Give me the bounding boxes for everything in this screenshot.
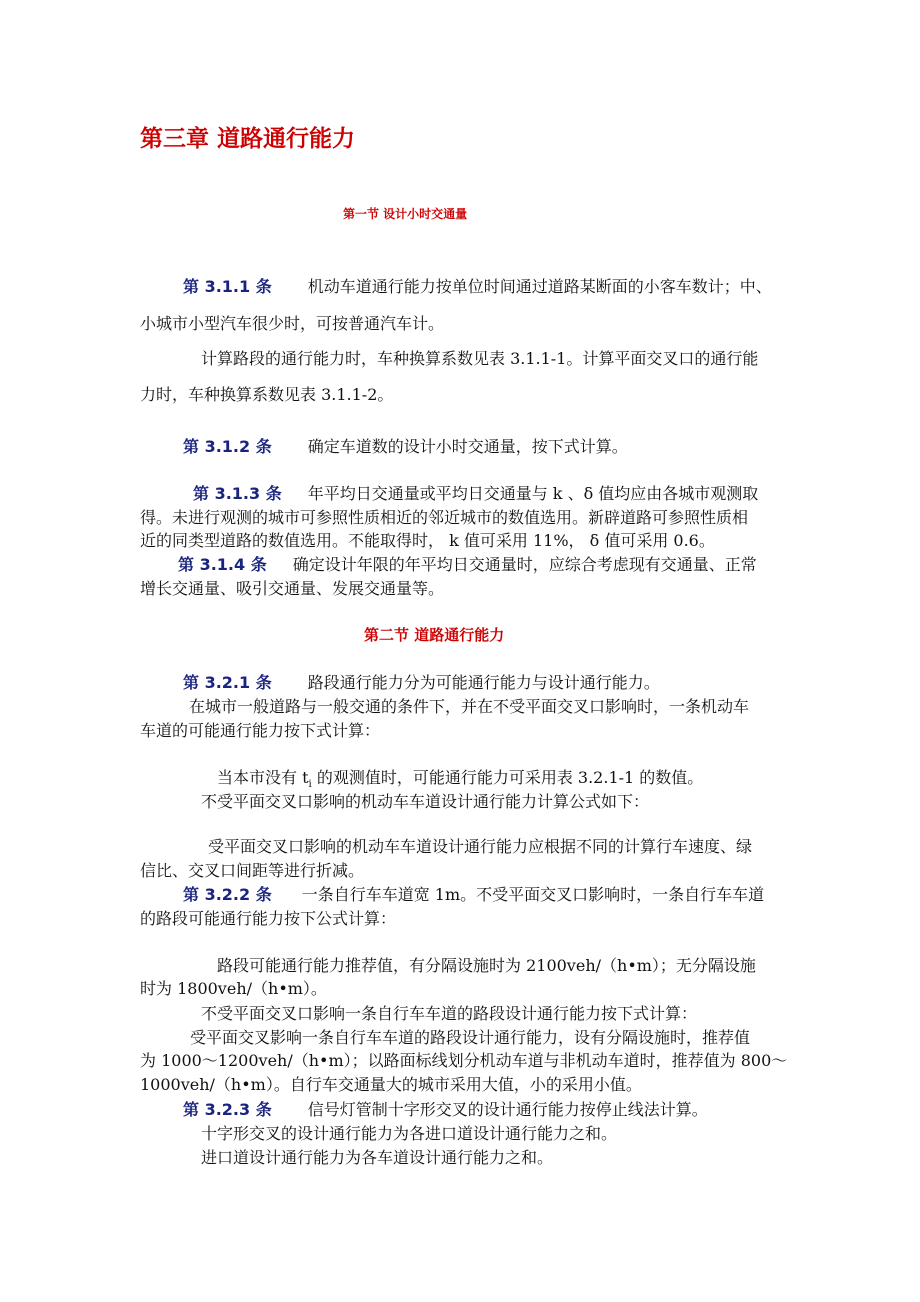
paragraph-line: 计算路段的通行能力时，车种换算系数见表 3.1.1-1。计算平面交叉口的通行能 xyxy=(201,349,759,368)
article-3-1-3 xyxy=(193,483,758,505)
paragraph-line: 十字形交叉的设计通行能力为各进口道设计通行能力之和。 xyxy=(201,1124,618,1143)
paragraph-line: 1000veh/（h•m）。自行车交通量大的城市采用大值，小的采用小值。 xyxy=(140,1075,642,1094)
article-3-1-1 xyxy=(183,276,772,298)
paragraph-line: 受平面交叉影响一条自行车车道的路段设计通行能力，设有分隔设施时，推荐值 xyxy=(190,1028,751,1047)
paragraph-line: 时为 1800veh/（h•m）。 xyxy=(140,979,327,998)
article-3-2-1 xyxy=(183,672,660,694)
article-label: 第 3.1.4 条 xyxy=(178,555,267,574)
article-label: 第 3.1.2 条 xyxy=(183,437,272,456)
paragraph-line: 当本市没有 $t_i$ 的观测值时，可能通行能力可采用表 3.2.1-1 的数值。 xyxy=(217,768,704,791)
chapter-title: 第三章 道路通行能力 xyxy=(140,126,356,152)
article-text: 一条自行车车道宽 1m。不受平面交叉口影响时，一条自行车车道 xyxy=(301,885,765,904)
paragraph-line: 不受平面交叉口影响一条自行车车道的路段设计通行能力按下式计算： xyxy=(201,1004,698,1023)
article-label: 第 3.1.1 条 xyxy=(183,277,272,296)
article-text: 机动车道通行能力按单位时间通过道路某断面的小客车数计；中、 xyxy=(307,277,772,296)
article-3-1-4 xyxy=(178,554,757,576)
paragraph-line: 路段可能通行能力推荐值，有分隔设施时为 2100veh/（h•m）；无分隔设施 xyxy=(217,956,756,975)
section-title-2: 第二节 道路通行能力 xyxy=(364,626,505,644)
article-3-2-3 xyxy=(183,1099,708,1121)
paragraph-line: 信比、交叉口间距等进行折减。 xyxy=(140,861,365,880)
paragraph-line: 受平面交叉口影响的机动车车道设计通行能力应根据不同的计算行车速度、绿 xyxy=(208,837,753,856)
article-text: 信号灯管制十字形交叉的设计通行能力按停止线法计算。 xyxy=(307,1100,708,1119)
article-label: 第 3.2.2 条 xyxy=(183,885,272,904)
article-label: 第 3.2.1 条 xyxy=(183,673,272,692)
paragraph-line: 车道的可能通行能力按下式计算： xyxy=(140,721,381,740)
paragraph-line: 的路段可能通行能力按下公式计算： xyxy=(140,909,397,928)
paragraph-line: 得。未进行观测的城市可参照性质相近的邻近城市的数值选用。新辟道路可参照性质相 xyxy=(140,508,749,527)
article-text: 确定车道数的设计小时交通量，按下式计算。 xyxy=(307,437,628,456)
paragraph-line: 为 1000～1200veh/（h•m）；以路面标线划分机动车道与非机动车道时，推荐值为 800～ xyxy=(140,1051,788,1070)
article-3-2-2 xyxy=(183,884,764,906)
article-3-1-2 xyxy=(183,436,628,458)
article-text: 确定设计年限的年平均日交通量时，应综合考虑现有交通量、正常 xyxy=(292,555,757,574)
paragraph-line: 不受平面交叉口影响的机动车车道设计通行能力计算公式如下： xyxy=(201,792,650,811)
paragraph-line: 增长交通量、吸引交通量、发展交通量等。 xyxy=(140,579,445,598)
section-title-1: 第一节 设计小时交通量 xyxy=(343,207,468,221)
paragraph-line: 小城市小型汽车很少时，可按普通汽车计。 xyxy=(140,314,445,333)
paragraph-line: 在城市一般道路与一般交通的条件下，并在不受平面交叉口影响时，一条机动车 xyxy=(189,697,750,716)
paragraph-line: 力时，车种换算系数见表 3.1.1-2。 xyxy=(140,385,394,404)
paragraph-line: 近的同类型道路的数值选用。不能取得时， k 值可采用 11%， δ 值可采用 0.6。 xyxy=(140,531,715,550)
paragraph-line: 进口道设计通行能力为各车道设计通行能力之和。 xyxy=(201,1148,554,1167)
article-label: 第 3.2.3 条 xyxy=(183,1100,272,1119)
article-text: 路段通行能力分为可能通行能力与设计通行能力。 xyxy=(307,673,660,692)
article-text: 年平均日交通量或平均日交通量与 k 、δ 值均应由各城市观测取 xyxy=(307,484,759,503)
article-label: 第 3.1.3 条 xyxy=(193,484,282,503)
